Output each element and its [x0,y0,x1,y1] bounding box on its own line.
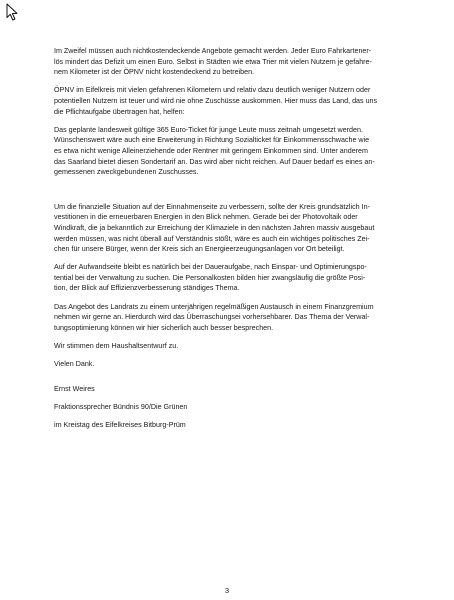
text-line: Im Zweifel müssen auch nichtkostendeckende Angebote gemacht werden. Jeder Euro Fahrkartener- [54,47,372,55]
text-line: Wünschenswert wäre auch eine Erweiterung in Richtung Sozialticket für Einkommensschwache wie [54,136,370,145]
text-line: Um die finanzielle Situation auf der Einnahmenseite zu verbessern, sollte der Kreis grundsätzlich In- [54,202,370,211]
paragraph-expenditure [54,262,404,294]
text-line: tion, der Blick auf Effizienzverbesserung ständiges Thema. [54,284,240,293]
text-line: Das geplante landesweit gültige 365 Euro-Ticket für junge Leute muss zeitnah umgesetzt werden. [54,125,363,134]
page-number: 3 [224,586,230,595]
text-line: Vielen Dank. [54,360,95,369]
text-line: Windkraft, die ja bekanntlich zur Erreichung der Klimaziele in den nächsten Jahren massiv ausgebaut [54,223,375,232]
text-line: nehmen wir gerne an. Hierdurch wird das Überraschungsei vorhersehbarer. Das Thema der Verwal- [54,313,370,322]
text-line: lös mindert das Defizit um einen Euro. Selbst in Städten wie etwa Trier mit vielen Nutzern je gefahre- [54,57,372,66]
paragraph-thanks [54,359,404,370]
signature-name [54,384,404,395]
text-line: gemessenen zweckgebundenen Zuschusses. [54,168,199,177]
text-line: das Saarland bietet diesen Sondertarif an. Das wird aber nicht reichen. Auf Dauer bedarf es eines an- [54,157,375,166]
text-line: Fraktionssprecher Bündnis 90/Die Grünen [54,403,188,411]
text-line: im Kreistag des Eifelkreises Bitburg-Prüm [54,421,186,430]
text-line: ÖPNV im Eifelkreis mit vielen gefahrenen Kilometern und relativ dazu deutlich weniger Nutzern oder [54,86,371,95]
text-line: Ernst Weires [54,384,95,393]
text-line: tungsoptimierung können wir hier sicherlich auch besser besprechen. [54,323,274,332]
text-line: werden müssen, was nicht überall auf Verständnis stößt, wäre es auch ein wichtiges politisches Zei- [54,234,370,243]
text-line: tential bei der Verwaltung zu suchen. Die Personalkosten bilden hier zwangsläufig die größte Posi- [54,273,366,282]
signature-body [54,420,404,431]
text-line: chen für unsere Bürger, wenn der Kreis sich an Energieerzeugungsanlagen vor Ort beteiligt. [54,245,345,254]
text-line: es etwa nicht wenige Alleinerziehende oder Rentner mit geringem Einkommen sind. Unter anderem [54,146,368,155]
letter-body [54,46,404,438]
paragraph-fare-deficit [54,46,404,78]
paragraph-365-ticket [54,125,404,178]
text-line: Das Angebot des Landrats zu einem unterjährigen regelmäßigen Austausch in einem Finanzgremium [54,302,374,311]
paragraph-finance-committee [54,302,404,334]
text-line: Wir stimmen dem Haushaltsentwurf zu. [54,342,179,351]
paragraph-approval [54,341,404,352]
text-line: Auf der Aufwandseite bleibt es natürlich bei der Daueraufgabe, nach Einspar- und Optimierungspo- [54,263,367,272]
paragraph-opnv-costs [54,85,404,117]
text-line: vestitionen in die erneuerbaren Energien in den Blick nehmen. Gerade bei der Photovoltaik oder [54,213,358,222]
text-line: die Pflichtaufgabe übertragen hat, helfen: [54,107,185,116]
text-line: nem Kilometer ist der ÖPNV nicht kostendeckend zu betreiben. [54,68,255,77]
paragraph-renewable-energy [54,202,404,255]
text-line: potentiellen Nutzern ist teuer und wird nie ohne Zuschüsse auskommen. Hier muss das Land, das uns [54,96,378,105]
mouse-pointer-icon [6,3,20,21]
signature-role [54,402,404,413]
